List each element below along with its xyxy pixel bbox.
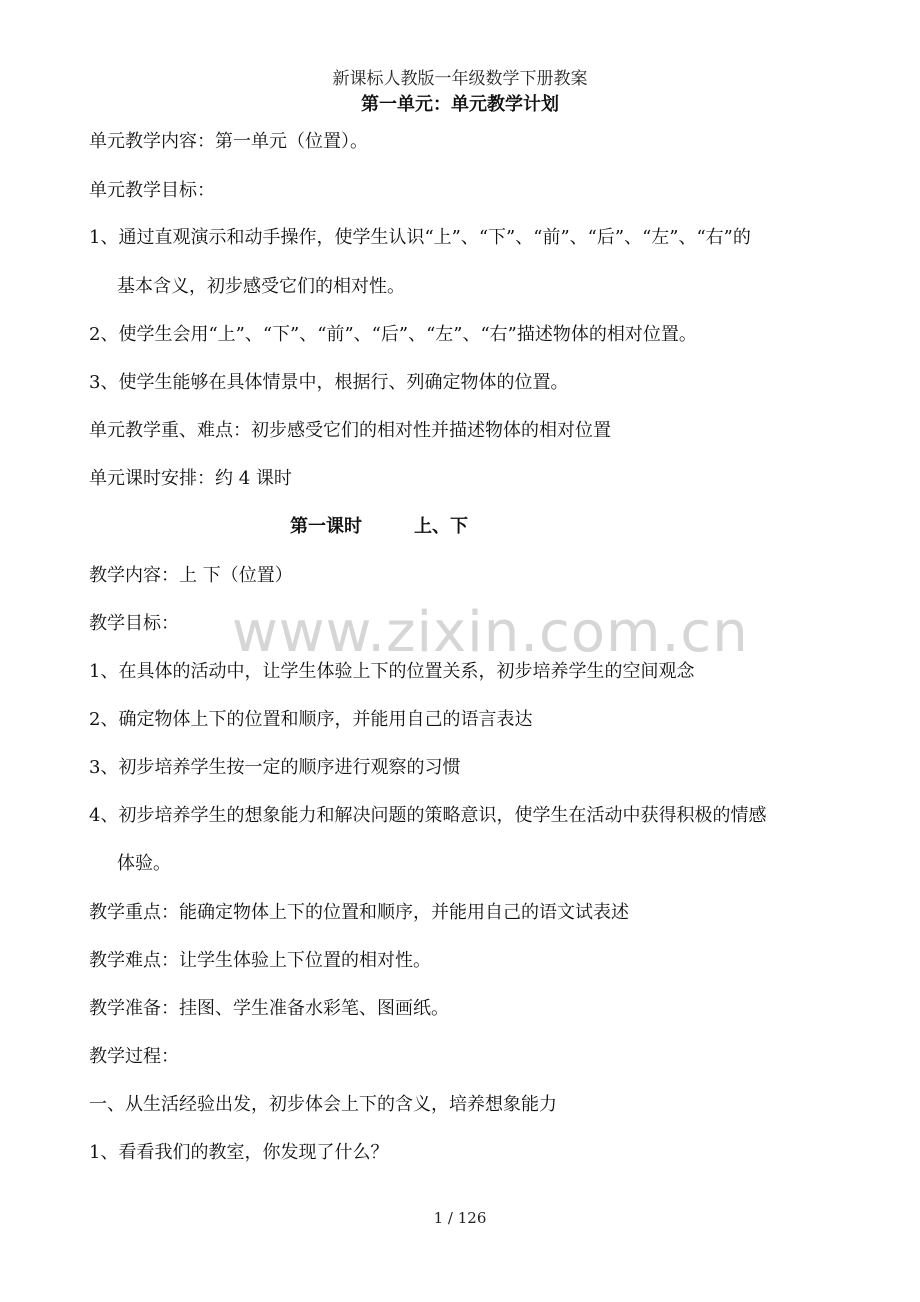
- lesson-goal-1: 1、在具体的活动中，让学生体验上下的位置关系，初步培养学生的空间观念: [89, 661, 695, 682]
- lesson-topic: 上、下: [414, 516, 468, 537]
- lesson-title: [290, 512, 468, 538]
- lesson-goal-4-cont: 体验。: [117, 853, 171, 874]
- unit-goal-3: 3、使学生能够在具体情景中，根据行、列确定物体的位置。: [89, 372, 569, 393]
- watermark: www.zixin.com.cn: [232, 600, 749, 665]
- unit-title: 第一单元：单元教学计划: [361, 94, 559, 115]
- unit-goals-label: 单元教学目标：: [89, 180, 215, 201]
- unit-schedule: 单元课时安排：约 4 课时: [89, 468, 292, 489]
- lesson-key-point: 教学重点：能确定物体上下的位置和顺序，并能用自己的语文试表述: [89, 902, 629, 923]
- lesson-difficulty: 教学难点：让学生体验上下位置的相对性。: [89, 950, 431, 971]
- lesson-preparation: 教学准备：挂图、学生准备水彩笔、图画纸。: [89, 998, 449, 1019]
- lesson-step-1: 一、从生活经验出发，初步体会上下的含义，培养想象能力: [89, 1094, 557, 1115]
- page-number: 1 / 126: [433, 1209, 487, 1227]
- lesson-goal-3: 3、初步培养学生按一定的顺序进行观察的习惯: [89, 757, 461, 778]
- document-header: 新课标人教版一年级数学下册教案: [332, 69, 588, 89]
- lesson-question-1: 1、看看我们的教室，你发现了什么？: [89, 1142, 389, 1163]
- unit-goal-1: 1、通过直观演示和动手操作，使学生认识“上”、“下”、“前”、“后”、“左”、“右”的: [89, 227, 751, 248]
- lesson-number: 第一课时: [290, 516, 362, 537]
- unit-goal-2: 2、使学生会用“上”、“下”、“前”、“后”、“左”、“右”描述物体的相对位置。: [89, 324, 697, 345]
- lesson-content: 教学内容：上 下（位置）: [89, 565, 293, 586]
- lesson-goal-2: 2、确定物体上下的位置和顺序，并能用自己的语言表达: [89, 709, 533, 730]
- unit-key-points: 单元教学重、难点：初步感受它们的相对性并描述物体的相对位置: [89, 420, 611, 441]
- unit-content: 单元教学内容：第一单元（位置）。: [89, 131, 368, 152]
- lesson-process-label: 教学过程：: [89, 1046, 179, 1067]
- unit-goal-1-cont: 基本含义，初步感受它们的相对性。: [117, 276, 405, 297]
- lesson-goals-label: 教学目标：: [89, 613, 179, 634]
- lesson-goal-4: 4、初步培养学生的想象能力和解决问题的策略意识，使学生在活动中获得积极的情感: [89, 805, 767, 826]
